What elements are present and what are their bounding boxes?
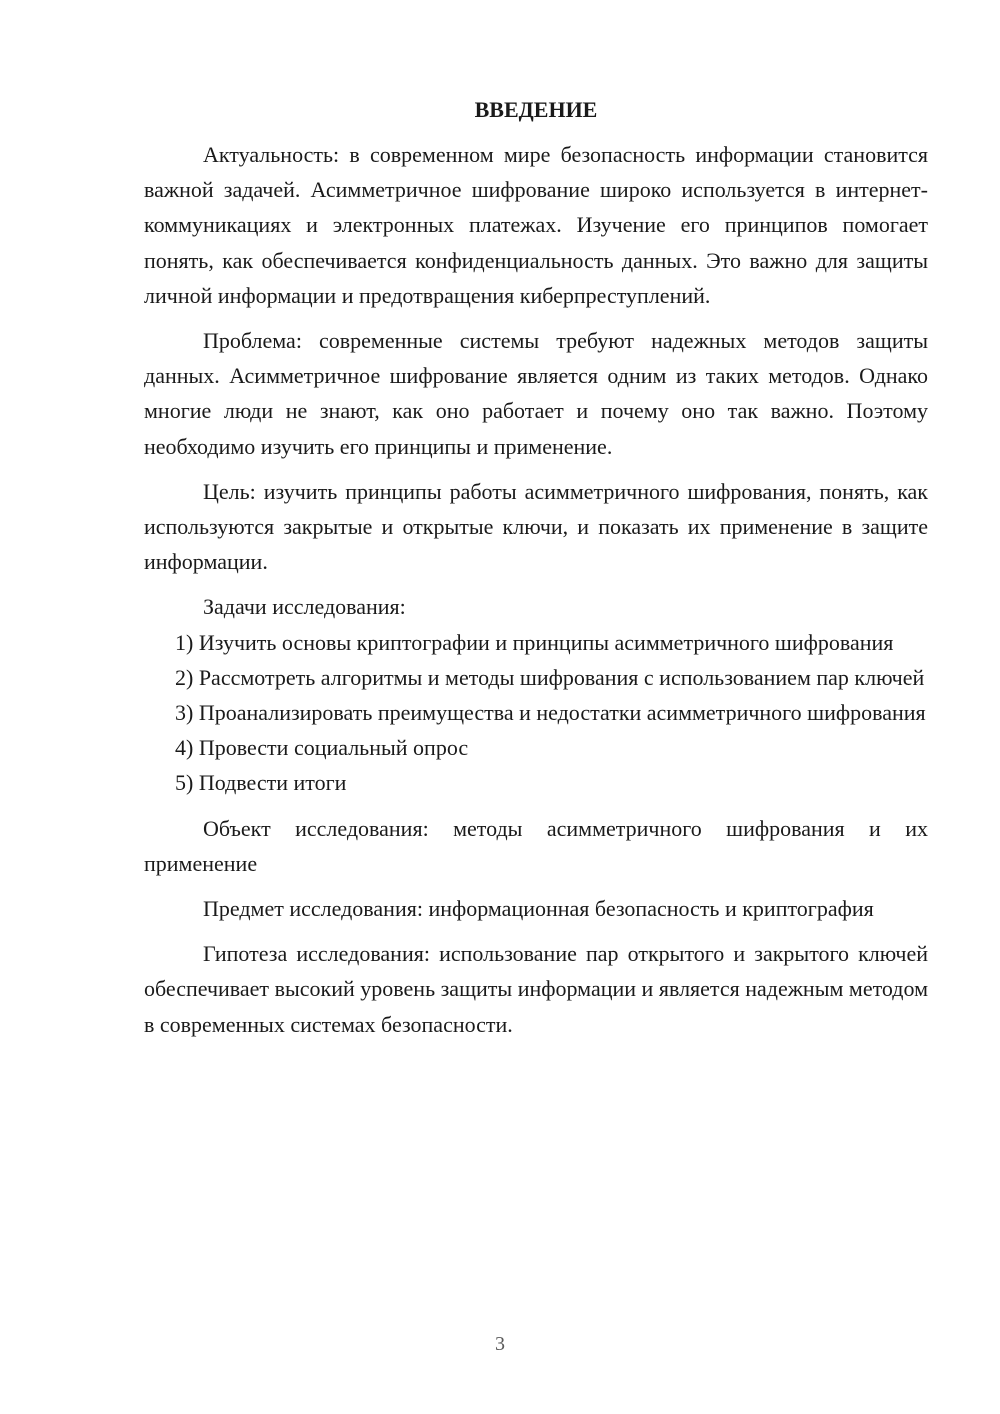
paragraph-hypothesis: Гипотеза исследования: использование пар открытого и закрытого ключей обеспечивает высокий уровень защиты информации и является надежным методом в современных системах безопасности. [144,941,928,1037]
page-number: 3 [495,1333,505,1355]
tasks-list [144,625,928,801]
paragraph-object: Объект исследования: методы асимметричного шифрования и их применение [144,815,928,876]
tasks-heading: Задачи исследования: [203,594,406,620]
list-item: 2) Рассмотреть алгоритмы и методы шифрования с использованием пар ключей [175,664,925,690]
paragraph-problem: Проблема: современные системы требуют надежных методов защиты данных. Асимметричное шифрование является одним из таких методов. Однако многие люди не знают, как оно работает и почему оно так важно. Поэтому необходимо изучить его принципы и применение. [144,328,928,459]
paragraph-subject: Предмет исследования: информационная безопасность и криптография [203,896,874,922]
list-item: 3) Проанализировать преимущества и недостатки асимметричного шифрования [175,700,926,726]
list-item: 1) Изучить основы криптографии и принципы асимметричного шифрования [175,629,894,655]
page-content [144,92,928,1042]
paragraph-relevance: Актуальность: в современном мире безопасность информации становится важной задачей. Асимметричное шифрование широко используется в интернет-коммуникациях и электронных платежах. Изучение его принципов помогает понять, как обеспечивается конфиденциальность данных. Это важно для защиты личной информации и предотвращения киберпреступлений. [144,142,928,308]
paragraph-goal: Цель: изучить принципы работы асимметричного шифрования, понять, как используются закрытые и открытые ключи, и показать их применение в защите информации. [144,478,928,575]
list-item: 4) Провести социальный опрос [175,735,469,761]
list-item: 5) Подвести итоги [175,770,347,796]
page-title: ВВЕДЕНИЕ [474,97,598,122]
